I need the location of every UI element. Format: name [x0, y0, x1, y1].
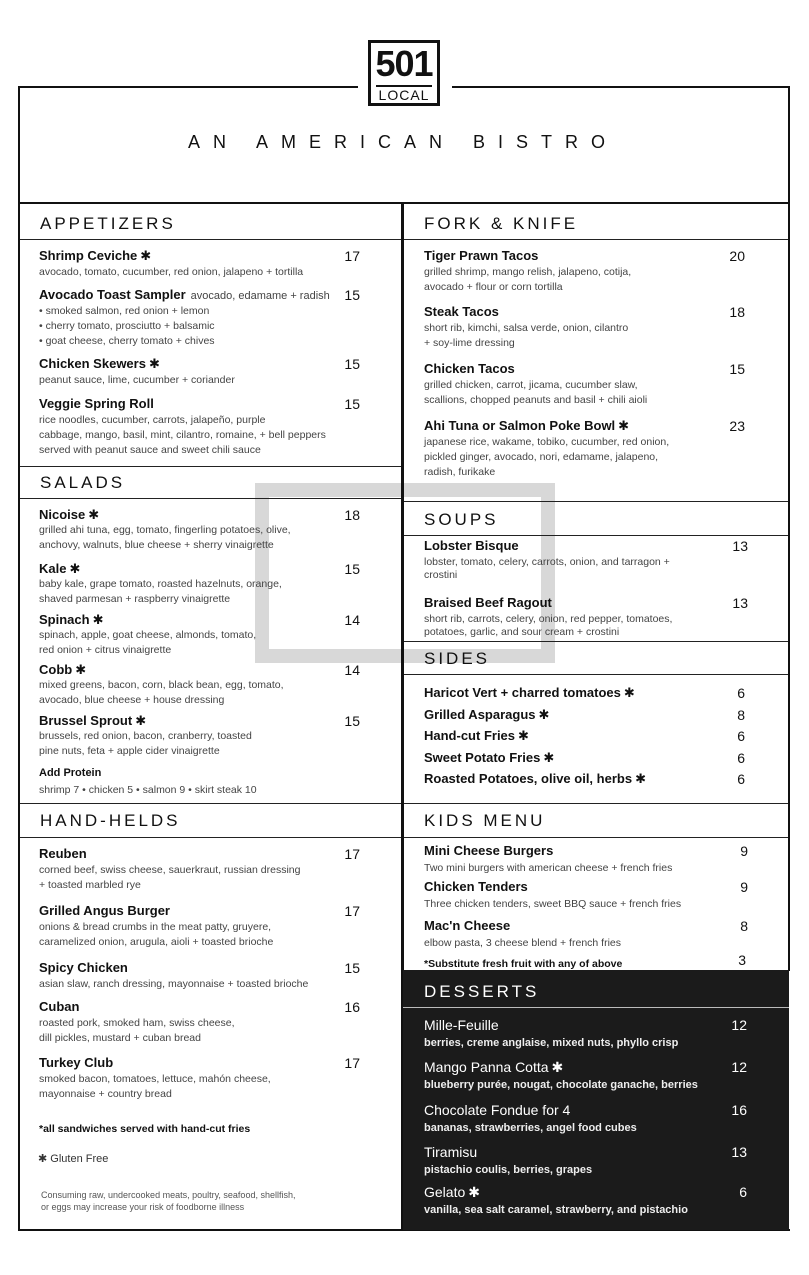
item-price: 6 — [737, 728, 745, 744]
item-description: anchovy, walnuts, blue cheese + sherry vinaigrette — [39, 539, 274, 551]
gluten-free-icon: ✱ — [148, 356, 160, 371]
item-description: rice noodles, cucumber, carrots, jalapeño, purple — [39, 414, 266, 426]
section-title-appetizers: APPETIZERS — [40, 214, 176, 233]
item-description: onions & bread crumbs in the meat patty, gruyere, — [39, 921, 272, 933]
menu-item-name — [39, 248, 151, 264]
menu-item-name — [39, 662, 86, 678]
item-name-text: Chicken Skewers — [39, 356, 146, 371]
item-description: grilled chicken, carrot, jicama, cucumber slaw, — [424, 379, 638, 391]
item-name-text: Chocolate Fondue for 4 — [424, 1102, 571, 1118]
item-description: baby kale, grape tomato, roasted hazelnuts, orange, — [39, 578, 282, 590]
item-description: • goat cheese, cherry tomato + chives — [39, 335, 215, 347]
menu-item-name — [39, 960, 128, 975]
item-description: scallions, chopped peanuts and basil + chili aioli — [424, 394, 648, 406]
item-description: Two mini burgers with american cheese + french fries — [424, 862, 673, 874]
gluten-free-icon: ✱ — [518, 728, 529, 743]
gluten-free-icon: ✱ — [92, 612, 104, 627]
item-description: potatoes, garlic, and sour cream + crostini — [424, 626, 620, 638]
item-name-text: Gelato — [424, 1184, 466, 1200]
item-price: 15 — [344, 713, 360, 729]
item-description: grilled shrimp, mango relish, jalapeno, cotija, — [424, 266, 632, 278]
gluten-free-icon: ✱ — [38, 1153, 48, 1165]
item-description: roasted pork, smoked ham, swiss cheese, — [39, 1017, 235, 1029]
gluten-free-icon: ✱ — [75, 662, 87, 677]
item-name-text: Tiramisu — [424, 1144, 478, 1160]
menu-item-name — [424, 1059, 563, 1076]
item-price: 15 — [344, 960, 360, 976]
item-name-text: Turkey Club — [39, 1055, 114, 1070]
item-name-text: Grilled Asparagus — [424, 707, 536, 722]
gluten-free-label: Gluten Free — [50, 1153, 109, 1165]
item-name-text: Mini Cheese Burgers — [424, 843, 554, 858]
desserts-panel — [403, 970, 789, 1230]
gluten-free-icon: ✱ — [543, 750, 555, 765]
item-price: 6 — [737, 750, 745, 766]
item-name-text: Kale — [39, 561, 67, 576]
item-price: 16 — [731, 1102, 747, 1118]
item-name-text: Cobb — [39, 662, 73, 677]
menu-item-name — [424, 304, 499, 319]
item-price: 15 — [344, 396, 360, 412]
item-description: short rib, kimchi, salsa verde, onion, cilantro — [424, 322, 629, 334]
item-description: + soy-lime dressing — [424, 337, 515, 349]
item-name-text: Avocado Toast Sampler — [39, 287, 186, 302]
section-title-sides: SIDES — [424, 649, 491, 668]
item-price: 17 — [344, 846, 360, 862]
header-divider — [18, 202, 790, 204]
item-description: vanilla, sea salt caramel, strawberry, and pistachio — [424, 1204, 688, 1216]
item-description: • cherry tomato, prosciutto + balsamic — [39, 320, 215, 332]
kids-substitute-note: *Substitute fresh fruit with any of above — [424, 958, 623, 970]
menu-item-name — [424, 418, 629, 434]
item-description: lobster, tomato, celery, carrots, onion, and tarragon + — [424, 556, 670, 568]
item-description: japanese rice, wakame, tobiko, cucumber, red onion, — [424, 436, 670, 448]
gluten-free-icon: ✱ — [623, 685, 635, 700]
gluten-free-icon: ✱ — [538, 707, 550, 722]
gluten-free-icon: ✱ — [468, 1184, 480, 1200]
logo-number: 501 — [375, 43, 433, 84]
item-price: 15 — [729, 361, 745, 377]
item-price: 23 — [729, 418, 745, 434]
logo-sub: LOCAL — [378, 87, 430, 103]
item-price: 17 — [344, 1055, 360, 1071]
fries-note: *all sandwiches served with hand-cut fries — [39, 1123, 251, 1135]
warning-line-1: Consuming raw, undercooked meats, poultry, seafood, shellfish, — [41, 1190, 296, 1200]
menu-item-name — [424, 361, 515, 376]
item-price: 6 — [737, 771, 745, 787]
item-name-text: Haricot Vert + charred tomatoes — [424, 685, 621, 700]
item-price: 6 — [737, 685, 745, 701]
menu-item-name — [424, 1017, 499, 1033]
item-description: spinach, apple, goat cheese, almonds, tomato, — [39, 629, 257, 641]
item-description: dill pickles, mustard + cuban bread — [39, 1032, 201, 1044]
warning-line-2: or eggs may increase your risk of foodborne illness — [41, 1202, 245, 1212]
item-name-text: Braised Beef Ragout — [424, 595, 552, 610]
menu-item-name — [39, 396, 154, 411]
item-price: 9 — [740, 879, 748, 895]
gluten-free-icon: ✱ — [551, 1059, 564, 1075]
item-description: short rib, carrots, celery, onion, red pepper, tomatoes, — [424, 613, 673, 625]
item-description: + toasted marbled rye — [39, 879, 141, 891]
frame-top-right — [452, 86, 790, 88]
item-name-text: Tiger Prawn Tacos — [424, 248, 539, 263]
item-description: bananas, strawberries, angel food cubes — [424, 1122, 637, 1134]
menu-item-name — [39, 1055, 113, 1070]
frame-top-left — [18, 86, 358, 88]
item-inline-desc: avocado, edamame + radish — [190, 290, 330, 302]
gluten-free-icon: ✱ — [635, 771, 646, 786]
item-price: 20 — [729, 248, 745, 264]
menu-item-name — [39, 561, 80, 577]
menu-item-name — [424, 750, 554, 766]
menu-item-name — [39, 507, 99, 523]
frame-right — [788, 86, 790, 971]
item-price: 17 — [344, 903, 360, 919]
item-price: 12 — [731, 1017, 747, 1033]
menu-item-name — [424, 248, 538, 263]
item-description: pine nuts, feta + apple cider vinaigrette — [39, 745, 220, 757]
item-price: 18 — [729, 304, 745, 320]
item-name-text: Veggie Spring Roll — [39, 396, 154, 411]
menu-item-name — [424, 538, 519, 553]
item-description: caramelized onion, arugula, aioli + toasted brioche — [39, 936, 274, 948]
item-description: pickled ginger, avocado, nori, edamame, jalapeno, — [424, 451, 659, 463]
gluten-free-icon: ✱ — [135, 713, 147, 728]
kids-substitute-price: 3 — [738, 952, 746, 968]
item-description: elbow pasta, 3 cheese blend + french fries — [424, 937, 621, 949]
menu-item-name — [39, 356, 160, 372]
item-name-text: Spinach — [39, 612, 90, 627]
menu-item-name — [424, 595, 552, 610]
menu-item-name — [39, 903, 170, 918]
item-description: cabbage, mango, basil, mint, cilantro, romaine, + bell peppers — [39, 429, 326, 441]
item-name-text: Mango Panna Cotta — [424, 1059, 549, 1075]
item-name-text: Chicken Tenders — [424, 879, 528, 894]
item-description: avocado, tomato, cucumber, red onion, jalapeno + tortilla — [39, 266, 304, 278]
item-price: 13 — [732, 538, 748, 554]
item-name-text: Roasted Potatoes, olive oil, herbs — [424, 771, 633, 786]
item-name-text: Brussel Sprout — [39, 713, 133, 728]
menu-item-name — [424, 707, 549, 723]
item-description: crostini — [424, 569, 458, 581]
item-price: 15 — [344, 356, 360, 372]
item-description: brussels, red onion, bacon, cranberry, toasted — [39, 730, 252, 742]
item-price: 13 — [732, 595, 748, 611]
item-description: Three chicken tenders, sweet BBQ sauce + french fries — [424, 898, 682, 910]
menu-item-name — [39, 612, 103, 628]
add-protein-options: shrimp 7 • chicken 5 • salmon 9 • skirt steak 10 — [39, 784, 257, 796]
tagline: AN AMERICAN BISTRO — [187, 132, 619, 152]
section-title-handhelds: HAND-HELDS — [40, 811, 181, 830]
item-price: 13 — [731, 1144, 747, 1160]
item-name-text: Nicoise — [39, 507, 86, 522]
item-description: shaved parmesan + raspberry vinaigrette — [39, 593, 231, 605]
menu-item-name — [424, 1144, 477, 1160]
item-price: 14 — [344, 662, 360, 678]
item-name-text: Spicy Chicken — [39, 960, 128, 975]
item-name-text: Chicken Tacos — [424, 361, 515, 376]
item-price: 15 — [344, 561, 360, 577]
menu-item-name — [424, 1184, 480, 1201]
gluten-free-icon: ✱ — [88, 507, 100, 522]
item-name-text: Mille-Feuille — [424, 1017, 499, 1033]
gluten-free-icon: ✱ — [140, 248, 152, 263]
menu-item-name — [39, 713, 146, 729]
item-description: pistachio coulis, berries, grapes — [424, 1164, 593, 1176]
gluten-free-note — [38, 1152, 108, 1165]
menu-item-name — [39, 287, 330, 302]
item-price: 12 — [731, 1059, 747, 1075]
menu-item-name — [39, 846, 87, 861]
section-title-salads: SALADS — [40, 473, 126, 492]
menu-item-name — [424, 918, 510, 933]
menu-item-name — [424, 879, 528, 894]
item-name-text: Shrimp Ceviche — [39, 248, 138, 263]
menu-item-name — [424, 1102, 570, 1118]
gluten-free-icon: ✱ — [618, 418, 630, 433]
item-price: 8 — [737, 707, 745, 723]
item-description: radish, furikake — [424, 466, 496, 478]
item-name-text: Cuban — [39, 999, 80, 1014]
item-description: corned beef, swiss cheese, sauerkraut, russian dressing — [39, 864, 301, 876]
menu-item-name — [424, 685, 635, 701]
item-description: asian slaw, ranch dressing, mayonnaise + toasted brioche — [39, 978, 309, 990]
section-title-fork-knife: FORK & KNIFE — [424, 214, 579, 233]
item-price: 15 — [344, 287, 360, 303]
item-description: peanut sauce, lime, cucumber + coriander — [39, 374, 235, 386]
item-description: avocado + flour or corn tortilla — [424, 281, 563, 293]
item-price: 18 — [344, 507, 360, 523]
item-name-text: Ahi Tuna or Salmon Poke Bowl — [424, 418, 616, 433]
menu-item-name — [424, 728, 529, 744]
item-description: grilled ahi tuna, egg, tomato, fingerling potatoes, olive, — [39, 524, 291, 536]
item-name-text: Lobster Bisque — [424, 538, 519, 553]
item-description: berries, creme anglaise, mixed nuts, phyllo crisp — [424, 1037, 679, 1049]
gluten-free-icon: ✱ — [69, 561, 81, 576]
item-name-text: Sweet Potato Fries — [424, 750, 541, 765]
item-price: 6 — [739, 1184, 747, 1200]
frame-left — [18, 86, 20, 1231]
item-description: mixed greens, bacon, corn, black bean, egg, tomato, — [39, 679, 284, 691]
item-description: avocado, blue cheese + house dressing — [39, 694, 225, 706]
item-price: 9 — [740, 843, 748, 859]
add-protein-title: Add Protein — [39, 767, 102, 779]
item-description: red onion + citrus vinaigrette — [39, 644, 172, 656]
menu-item-name — [424, 843, 553, 858]
item-description: blueberry purée, nougat, chocolate ganache, berries — [424, 1079, 698, 1091]
item-name-text: Steak Tacos — [424, 304, 499, 319]
item-price: 17 — [344, 248, 360, 264]
item-name-text: Hand-cut Fries — [424, 728, 516, 743]
item-name-text: Grilled Angus Burger — [39, 903, 170, 918]
item-name-text: Mac'n Cheese — [424, 918, 511, 933]
menu-item-name — [39, 999, 79, 1014]
item-price: 16 — [344, 999, 360, 1015]
item-description: smoked bacon, tomatoes, lettuce, mahón cheese, — [39, 1073, 271, 1085]
item-price: 8 — [740, 918, 748, 934]
menu-item-name — [424, 771, 646, 787]
section-title-soups: SOUPS — [424, 510, 499, 529]
item-description: served with peanut sauce and sweet chili sauce — [39, 444, 261, 456]
section-title-desserts: DESSERTS — [424, 982, 540, 1001]
section-title-kids: KIDS MENU — [424, 811, 546, 830]
item-name-text: Reuben — [39, 846, 87, 861]
logo — [368, 40, 440, 106]
item-description: • smoked salmon, red onion + lemon — [39, 305, 210, 317]
item-description: mayonnaise + country bread — [39, 1088, 172, 1100]
item-price: 14 — [344, 612, 360, 628]
